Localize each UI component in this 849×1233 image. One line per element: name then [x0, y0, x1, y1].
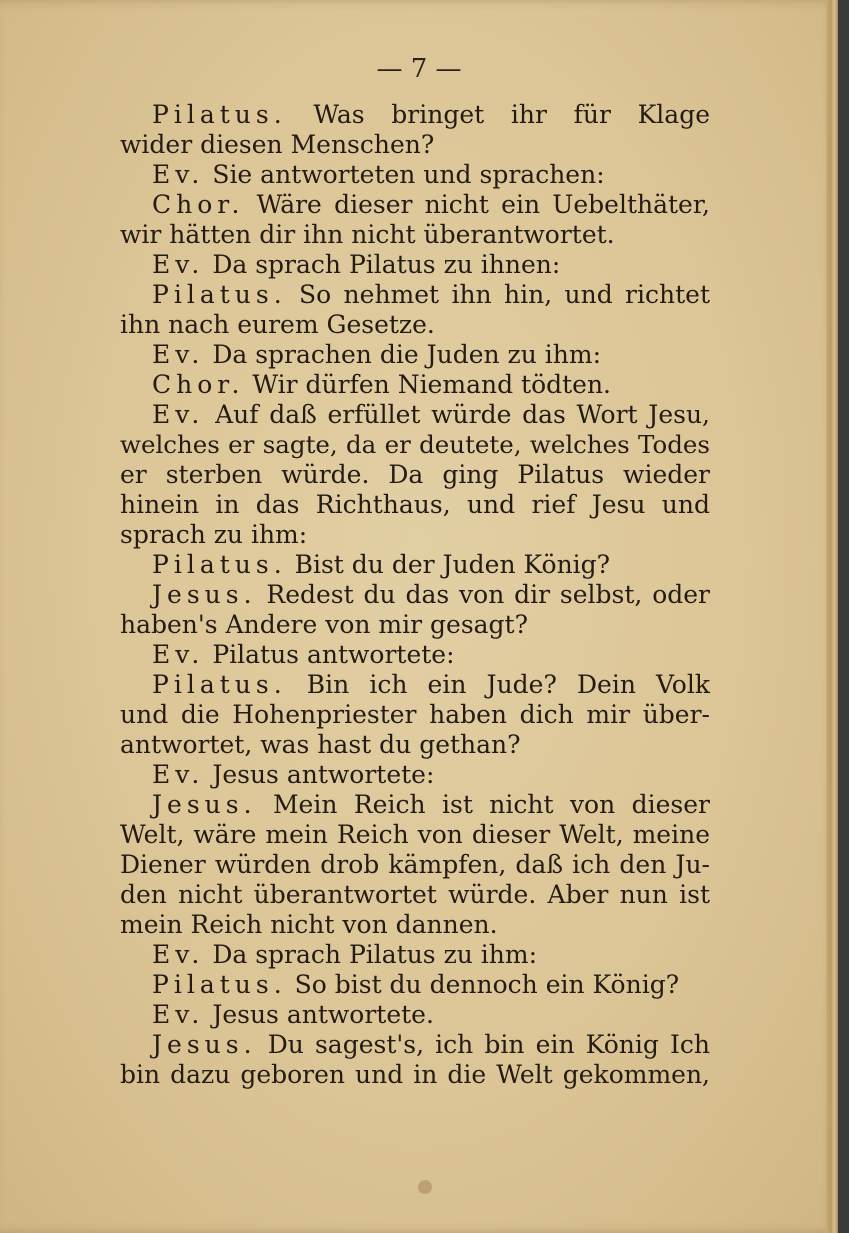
line-text: antwortet, was hast du gethan?	[120, 730, 521, 759]
text-line	[120, 1060, 710, 1090]
text-line	[120, 310, 710, 340]
text-line	[120, 490, 710, 520]
text-line	[120, 790, 710, 820]
text-line	[120, 460, 710, 490]
body-text	[120, 100, 710, 1090]
text-line	[120, 760, 710, 790]
text-line	[120, 190, 710, 220]
text-line	[120, 340, 710, 370]
line-text: Jesus antwortete:	[212, 760, 435, 789]
text-line	[120, 220, 710, 250]
speaker-label: Jesus.	[152, 580, 257, 609]
speaker-label: Chor.	[152, 190, 245, 219]
line-text: Redest du das von dir selbst, oder	[266, 580, 710, 609]
speaker-label: Ev.	[152, 760, 205, 789]
text-line	[120, 700, 710, 730]
line-text: So nehmet ihn hin, und richtet	[299, 280, 710, 309]
line-text: Bist du der Juden König?	[294, 550, 611, 579]
text-line	[120, 100, 710, 130]
text-line	[120, 250, 710, 280]
line-text: wir hätten dir ihn nicht überantwortet.	[120, 220, 615, 249]
text-line	[120, 580, 710, 610]
text-line	[120, 850, 710, 880]
text-line	[120, 400, 710, 430]
text-line	[120, 910, 710, 940]
text-line	[120, 550, 710, 580]
line-text: welches er sagte, da er deutete, welches Todes	[120, 430, 710, 459]
text-line	[120, 1030, 710, 1060]
text-line	[120, 940, 710, 970]
line-text: haben's Andere von mir gesagt?	[120, 610, 529, 639]
line-text: Da sprach Pilatus zu ihnen:	[212, 250, 561, 279]
line-text: er sterben würde. Da ging Pilatus wieder	[120, 460, 710, 489]
line-text: Welt, wäre mein Reich von dieser Welt, meine	[120, 820, 710, 849]
line-text: Wir dürfen Niemand tödten.	[252, 370, 612, 399]
line-text: sprach zu ihm:	[120, 520, 308, 549]
line-text: ihn nach eurem Gesetze.	[120, 310, 435, 339]
speaker-label: Pilatus.	[152, 670, 287, 699]
text-line	[120, 670, 710, 700]
line-text: mein Reich nicht von dannen.	[120, 910, 498, 939]
line-text: Mein Reich ist nicht von dieser	[272, 790, 710, 819]
line-text: Da sprach Pilatus zu ihm:	[212, 940, 538, 969]
text-line	[120, 130, 710, 160]
line-text: Da sprachen die Juden zu ihm:	[212, 340, 601, 369]
speaker-label: Pilatus.	[152, 970, 287, 999]
text-line	[120, 1000, 710, 1030]
line-text: Bin ich ein Jude? Dein Volk	[306, 670, 710, 699]
text-line	[120, 370, 710, 400]
page-edge	[826, 0, 838, 1233]
line-text: wider diesen Menschen?	[120, 130, 435, 159]
line-text: Wäre dieser nicht ein Uebelthäter,	[256, 190, 710, 219]
speaker-label: Ev.	[152, 400, 205, 429]
line-text: Sie antworteten und sprachen:	[212, 160, 605, 189]
speaker-label: Ev.	[152, 160, 205, 189]
speaker-label: Pilatus.	[152, 100, 287, 129]
line-text: Diener würden drob kämpfen, daß ich den Ju-	[120, 850, 710, 879]
speaker-label: Ev.	[152, 340, 205, 369]
text-line	[120, 430, 710, 460]
text-line	[120, 520, 710, 550]
text-line	[120, 730, 710, 760]
paper-stain	[418, 1180, 432, 1194]
line-text: Jesus antwortete.	[212, 1000, 434, 1029]
line-text: den nicht überantwortet würde. Aber nun ist	[120, 880, 710, 909]
line-text: bin dazu geboren und in die Welt gekommen,	[120, 1060, 710, 1089]
line-text: und die Hohenpriester haben dich mir über-	[120, 700, 710, 729]
speaker-label: Jesus.	[152, 790, 257, 819]
speaker-label: Pilatus.	[152, 280, 287, 309]
line-text: So bist du dennoch ein König?	[294, 970, 680, 999]
speaker-label: Ev.	[152, 1000, 205, 1029]
text-line	[120, 880, 710, 910]
line-text: hinein in das Richthaus, und rief Jesu und	[120, 490, 710, 519]
text-line	[120, 970, 710, 1000]
speaker-label: Chor.	[152, 370, 245, 399]
text-line	[120, 610, 710, 640]
text-line	[120, 640, 710, 670]
text-line	[120, 280, 710, 310]
line-text: Pilatus antwortete:	[212, 640, 455, 669]
text-line	[120, 160, 710, 190]
line-text: Du sagest's, ich bin ein König Ich	[267, 1030, 711, 1059]
speaker-label: Jesus.	[152, 1030, 257, 1059]
speaker-label: Ev.	[152, 250, 205, 279]
speaker-label: Ev.	[152, 640, 205, 669]
page-number: — 7 —	[376, 54, 462, 84]
speaker-label: Pilatus.	[152, 550, 287, 579]
line-text: Was bringet ihr für Klage	[313, 100, 711, 129]
text-line	[120, 820, 710, 850]
speaker-label: Ev.	[152, 940, 205, 969]
line-text: Auf daß erfüllet würde das Wort Jesu,	[215, 400, 711, 429]
